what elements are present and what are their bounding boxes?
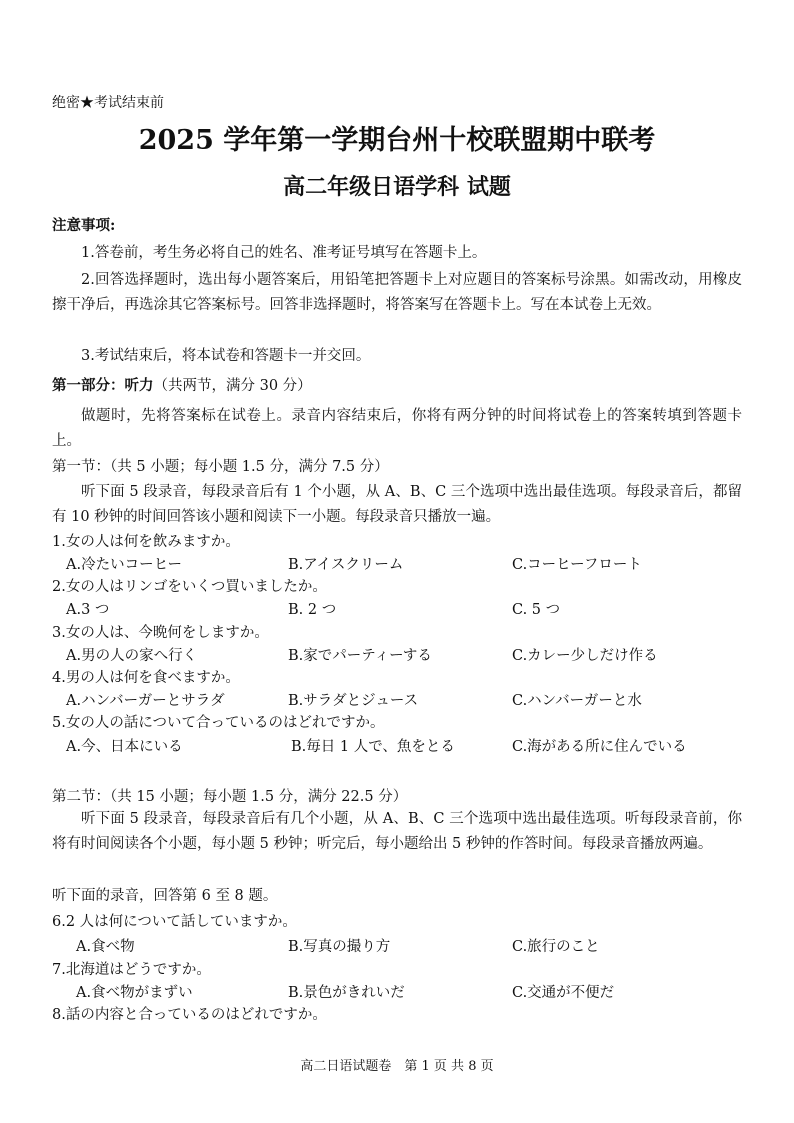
question-4: 4.男の人は何を食べますか。: [52, 670, 240, 686]
q7-option-c: C.交通が不便だ: [512, 985, 615, 1001]
page-footer: 高二日语试题卷 第 1 页 共 8 页: [300, 1059, 494, 1074]
question-8: 8.話の内容と合っているのはどれですか。: [52, 1007, 327, 1023]
notice-item-2: 2.回答选择题时，选出每小题答案后，用铅笔把答题卡上对应题目的答案标号涂黑。如需改动，用橡皮擦干净后，再选涂其它答案标号。回答非选择题时，将答案写在答题卡上。写在本试卷上无效。: [52, 272, 742, 313]
q5-option-c: C.海がある所に住んでいる: [512, 739, 687, 755]
q4-option-b: B.サラダとジュース: [288, 693, 419, 709]
section1-intro: 听下面 5 段录音，每段录音后有 1 个小题，从 A、B、C 三个选项中选出最佳选项。每段录音后，都留有 10 秒钟的时间回答该小题和阅读下一小题。每段录音只播放一遍。: [52, 484, 742, 525]
q3-option-c: C.カレー少しだけ作る: [512, 648, 658, 664]
q1-option-b: B.アイスクリーム: [288, 557, 404, 573]
exam-subtitle: 高二年级日语学科 试题: [283, 174, 511, 200]
q4-option-c: C.ハンバーガーと水: [512, 693, 642, 709]
q7-option-b: B.景色がきれいだ: [288, 985, 405, 1001]
q1-option-a: A.冷たいコーヒー: [66, 557, 182, 573]
q3-option-a: A.男の人の家へ行く: [66, 648, 198, 664]
q2-option-a: A.3 つ: [66, 602, 110, 618]
notice-heading: 注意事项:: [52, 217, 116, 234]
group-prompt: 听下面的录音，回答第 6 至 8 题。: [52, 888, 278, 904]
q5-option-b: B.毎日 1 人で、魚をとる: [291, 739, 455, 755]
notice-item-3: 3.考试结束后，将本试卷和答题卡一并交回。: [81, 348, 371, 364]
q5-option-a: A.今、日本にいる: [66, 739, 183, 755]
q3-option-b: B.家でパーティーする: [288, 648, 432, 664]
question-6: 6.2 人は何について話していますか。: [52, 914, 297, 930]
part1-heading-note: （共两节，满分 30 分）: [153, 378, 312, 394]
q6-option-b: B.写真の撮り方: [288, 939, 391, 955]
question-7: 7.北海道はどうですか。: [52, 962, 211, 978]
question-5: 5.女の人の話について合っているのはどれですか。: [52, 715, 385, 731]
secret-label: 绝密★考试结束前: [52, 95, 164, 111]
q7-option-a: A.食べ物がまずい: [76, 985, 193, 1001]
section2-intro: 听下面 5 段录音，每段录音后有几个小题，从 A、B、C 三个选项中选出最佳选项。听每段录音前，你将有时间阅读各个小题，每小题 5 秒钟；听完后，每小题给出 5 秒钟的作答时间。每段录音播放两遍。: [52, 811, 742, 852]
question-3: 3.女の人は、今晩何をしますか。: [52, 625, 269, 641]
section2-heading: 第二节：（共 15 小题；每小题 1.5 分，满分 22.5 分）: [52, 789, 408, 805]
part1-intro: 做题时，先将答案标在试卷上。录音内容结束后，你将有两分钟的时间将试卷上的答案转填到答题卡上。: [52, 408, 742, 449]
part1-heading-title: 第一部分：听力: [52, 377, 154, 394]
section1-heading: 第一节：（共 5 小题；每小题 1.5 分，满分 7.5 分）: [52, 459, 389, 475]
part1-heading: [52, 373, 312, 399]
question-2: 2.女の人はリンゴをいくつ買いましたか。: [52, 579, 327, 595]
q1-option-c: C.コーヒーフロート: [512, 557, 642, 573]
q4-option-a: A.ハンバーガーとサラダ: [66, 693, 225, 709]
q2-option-b: B. 2 つ: [288, 602, 337, 618]
q6-option-c: C.旅行のこと: [512, 939, 600, 955]
q2-option-c: C. 5 つ: [512, 602, 561, 618]
exam-title: 2025 学年第一学期台州十校联盟期中联考: [138, 125, 656, 156]
question-1: 1.女の人は何を飲みますか。: [52, 534, 240, 550]
notice-item-1: 1.答卷前，考生务必将自己的姓名、准考证号填写在答题卡上。: [81, 245, 487, 261]
q6-option-a: A.食べ物: [76, 939, 135, 955]
